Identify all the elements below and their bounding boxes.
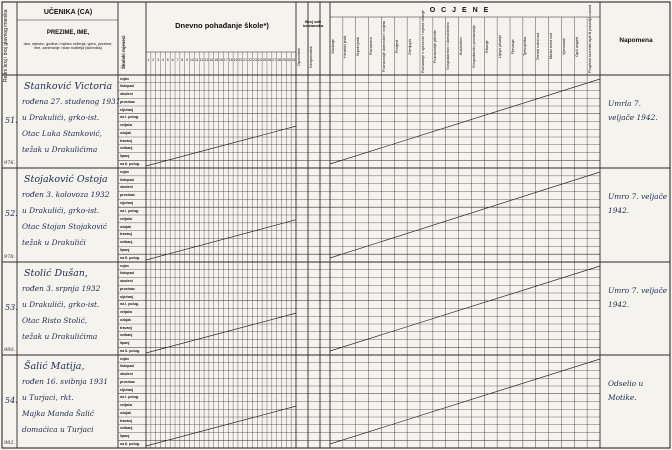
month-label: listopad <box>120 271 134 276</box>
napomena-note: Umro 7. veljače <box>608 286 668 295</box>
month-label: na II. polug. <box>120 348 140 353</box>
month-label: prosinac <box>120 379 135 384</box>
month-label: ožujak <box>120 410 132 415</box>
day-number: 30 <box>286 58 291 62</box>
grade-subject-header: Pjevanje <box>510 39 515 54</box>
redni-broj-header: Redni broj i broj glavnog imenika <box>3 9 9 82</box>
month-label: prosinac <box>120 193 135 198</box>
registry-number: 978. <box>4 254 16 260</box>
month-label: studeni <box>120 279 133 284</box>
day-number: 23 <box>252 58 257 62</box>
student-detail-line: rođen 3. srpnja 1932 <box>22 284 101 293</box>
napomena-note: 1942. <box>608 300 630 309</box>
month-label: ožujak <box>120 317 132 322</box>
day-number: 11 <box>194 58 199 62</box>
day-number: 8 <box>181 58 184 62</box>
grade-subject-header: Lijepo pisanje <box>497 34 502 59</box>
day-number: 25 <box>262 58 267 62</box>
month-label: rujan <box>120 263 129 268</box>
broj-sati-header: Broj sati izostanaka <box>302 19 324 29</box>
month-label: svibanj <box>120 240 133 245</box>
student-detail-line: težak u Drakulićima <box>22 145 98 154</box>
month-label: siječanj <box>120 201 134 206</box>
day-number: 10 <box>190 58 194 62</box>
month-label: na I. polug. <box>120 208 139 213</box>
month-label: travanj <box>120 418 132 423</box>
month-label: prosinac <box>120 286 135 291</box>
grade-subject-header: Poznavanje prirode <box>433 30 438 63</box>
month-label: listopad <box>120 364 134 369</box>
student-name: Šalić Matija, <box>24 361 85 372</box>
month-label: studeni <box>120 185 133 190</box>
day-number: 17 <box>223 58 228 62</box>
dnevno-header: Dnevno pohađanje škole*) <box>175 21 269 30</box>
student-detail-line: u Drakulići, grko-ist. <box>22 206 100 215</box>
grade-subject-header: Hrvatski jezik <box>343 35 348 58</box>
student-detail-line: rođen 16. svibnja 1931 <box>22 377 108 386</box>
month-label: rujan <box>120 169 129 174</box>
grade-subject-header: Muški ručni rad <box>549 33 554 60</box>
student-detail-line: rođen 3. kolovoza 1932 <box>22 190 110 199</box>
grade-subject-header: Računanje s oprezom i mjerni crtanje <box>420 10 425 73</box>
month-label: veljača <box>120 216 132 221</box>
day-number: 9 <box>186 58 189 62</box>
grade-subject-header: Propisan razredni ispit ili ponavlja razred <box>587 4 592 73</box>
day-number: 6 <box>171 58 174 62</box>
napomena-note: veljače 1942. <box>608 113 658 122</box>
napomena-note: Odselio u <box>608 379 644 388</box>
month-label: siječanj <box>120 294 134 299</box>
month-label: veljača <box>120 123 132 128</box>
napomena-note: Umrla 7. <box>608 99 641 108</box>
day-number: 5 <box>166 58 169 62</box>
month-label: lipanj <box>120 154 130 159</box>
month-label: travanj <box>120 325 132 330</box>
grade-subject-header: Povijest <box>394 39 399 54</box>
day-number: 13 <box>204 58 209 62</box>
student-detail-line: Otac Luka Stanković, <box>22 129 102 138</box>
day-number: 29 <box>281 58 286 62</box>
month-label: travanj <box>120 232 132 237</box>
day-number: 15 <box>214 58 219 62</box>
month-label: svibanj <box>120 146 133 151</box>
day-number: 31 <box>291 58 296 62</box>
grade-subject-header: Kućanstvo <box>459 37 464 56</box>
day-number: 20 <box>238 58 243 62</box>
month-label: listopad <box>120 177 134 182</box>
registry-number: 980. <box>4 347 16 353</box>
month-label: studeni <box>120 372 133 377</box>
registry-number: 982. <box>4 440 16 446</box>
student-detail-line: domaćica u Turjaci <box>22 425 94 434</box>
grade-subject-header: Zemljopis <box>407 38 412 55</box>
ocjene-header: O C J E N E <box>429 7 491 14</box>
month-label: na I. polug. <box>120 302 139 307</box>
student-detail-line: težak u Drakulići <box>22 238 86 247</box>
month-label: rujan <box>120 76 129 81</box>
day-number: 22 <box>248 58 252 62</box>
prezime-header: PREZIME, IME, <box>46 30 90 36</box>
month-label: lipanj <box>120 341 130 346</box>
month-label: lipanj <box>120 248 130 253</box>
month-label: na I. polug. <box>120 115 139 120</box>
opravdani-header: Opravdani <box>297 48 301 66</box>
student-name: Stolić Dušan, <box>24 268 88 279</box>
student-detail-line: Majka Manda Šalić <box>22 409 95 418</box>
napomena-note: 1942. <box>608 206 630 215</box>
grade-subject-header: Srpski jezik <box>356 36 361 57</box>
student-number: 51. <box>5 115 18 125</box>
grade-subject-header: Računstvo <box>369 37 374 56</box>
student-detail-line: u Drakulići, grko-ist. <box>22 300 100 309</box>
month-label: lipanj <box>120 434 130 439</box>
month-label: listopad <box>120 84 134 89</box>
day-number: 1 <box>147 58 150 62</box>
student-number: 54. <box>5 395 18 405</box>
month-label: na II. polug. <box>120 161 140 166</box>
day-number: 7 <box>176 58 179 62</box>
month-label: ožujak <box>120 130 132 135</box>
day-number: 14 <box>209 58 214 62</box>
month-label: studeni <box>120 92 133 97</box>
day-number: 2 <box>152 58 155 62</box>
napomena-note: Umro 7. veljače <box>608 192 668 201</box>
month-label: veljača <box>120 310 132 315</box>
grade-subject-header: Tjelovježba <box>523 36 528 57</box>
student-number: 53. <box>5 302 18 312</box>
student-detail-line: težak u Drakulićima <box>22 332 98 341</box>
day-number: 18 <box>228 58 233 62</box>
month-label: na II. polug. <box>120 441 140 446</box>
grade-subject-header: Gospodarsko poznavanje <box>471 24 476 69</box>
day-number: 4 <box>161 58 164 62</box>
grade-subject-header: Vladanje <box>330 39 335 54</box>
prezime-subheader: dan, mjesec, godina i mjesto rođenja; vjera, prezime, ime, zanimanje i stan roditelja (skrbnika) <box>23 42 113 50</box>
grade-subject-header: Ženski ručni rad <box>536 33 541 61</box>
month-label: na II. polug. <box>120 255 140 260</box>
day-number: 19 <box>233 58 238 62</box>
skolski-mjeseci-header: Školski mjeseci <box>121 35 126 69</box>
neopravdani-header: Neopravdani <box>309 46 313 68</box>
student-name: Stanković Victoria <box>24 81 113 92</box>
student-detail-line: Otac Risto Stolić, <box>22 316 88 325</box>
month-label: na I. polug. <box>120 395 139 400</box>
grade-subject-header: Poznavanje domovine i svijeta <box>381 20 386 73</box>
grade-subject-header: Opći uspjeh <box>574 36 579 57</box>
student-detail-line: u Drakulići, grko-ist. <box>22 113 100 122</box>
student-name: Stojaković Ostoja <box>24 174 108 185</box>
day-number: 28 <box>277 58 282 62</box>
napomena-header: Napomena <box>619 37 653 44</box>
month-label: rujan <box>120 356 129 361</box>
grade-subject-header: Gospodarstvo i domaćinstvo <box>446 22 451 71</box>
month-label: veljača <box>120 403 132 408</box>
grade-subject-header: Vjeronauk <box>561 37 566 56</box>
student-number: 52. <box>5 209 18 219</box>
registry-number: 976. <box>4 160 16 166</box>
napomena-note: Motike. <box>608 393 637 402</box>
grade-subject-header: Risanje <box>484 40 489 53</box>
month-label: ožujak <box>120 224 132 229</box>
day-number: 16 <box>219 58 223 62</box>
student-detail-line: Otac Stojan Stojaković <box>22 222 107 231</box>
day-number: 3 <box>157 58 160 62</box>
month-label: svibanj <box>120 426 133 431</box>
day-number: 12 <box>199 58 204 62</box>
day-number: 21 <box>243 58 248 62</box>
month-label: prosinac <box>120 99 135 104</box>
month-label: svibanj <box>120 333 133 338</box>
month-label: siječanj <box>120 107 134 112</box>
day-number: 26 <box>267 58 272 62</box>
day-number: 24 <box>257 58 262 62</box>
ucenika-header: UČENIKA (CA) <box>43 9 93 16</box>
student-detail-line: u Turjaci, rkt. <box>22 393 74 402</box>
day-number: 27 <box>272 58 277 62</box>
student-detail-line: rođena 27. studenog 1931 <box>22 97 121 106</box>
month-label: travanj <box>120 138 132 143</box>
month-label: siječanj <box>120 387 134 392</box>
